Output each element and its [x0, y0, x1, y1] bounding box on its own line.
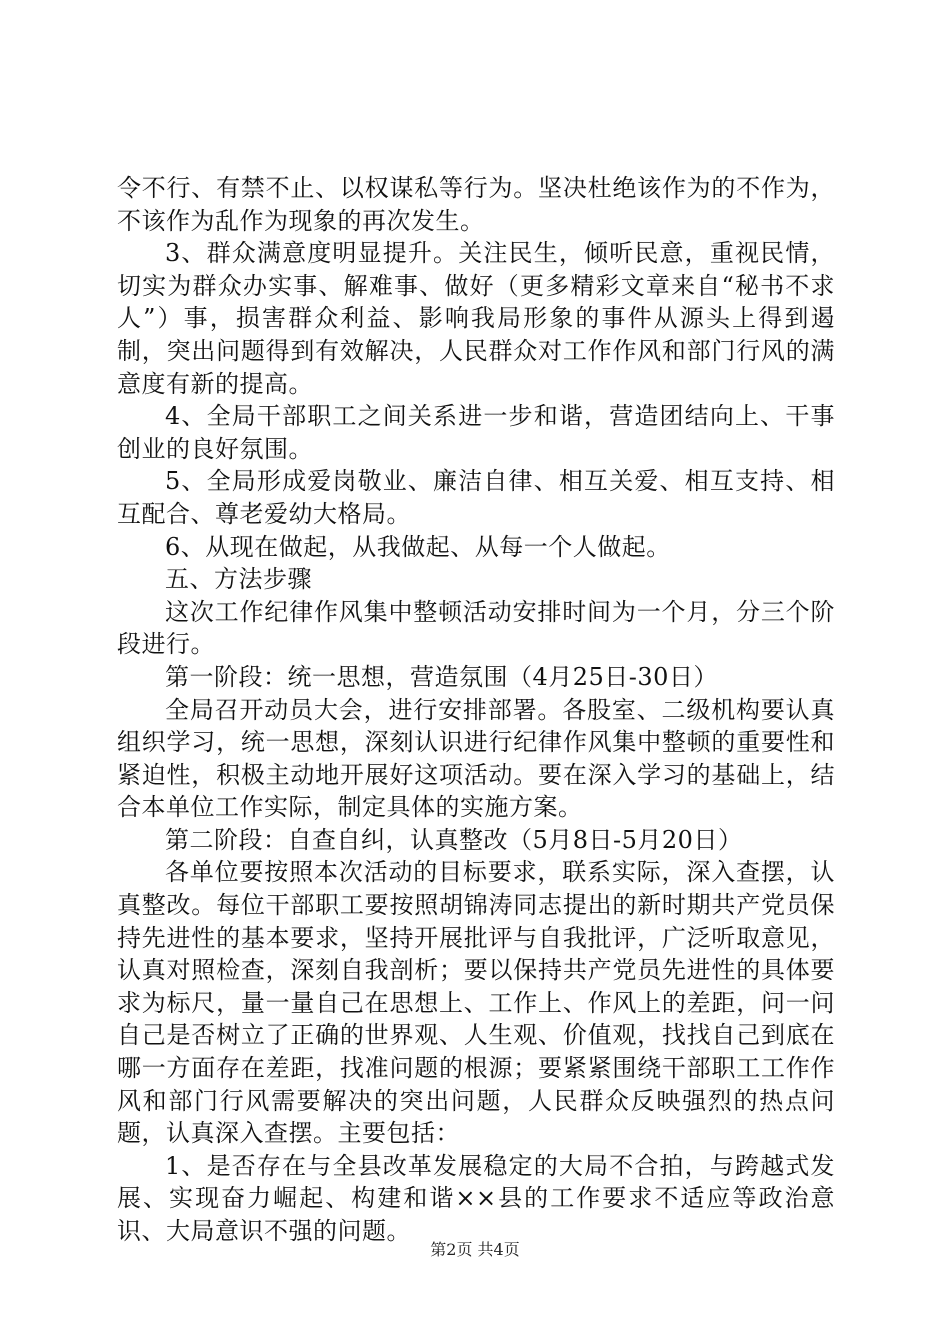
paragraph: 5、全局形成爱岗敬业、廉洁自律、相互关爱、相互支持、相互配合、尊老爱幼大格局。 [117, 467, 835, 528]
document-body [117, 172, 835, 1248]
paragraph: 6、从现在做起，从我做起、从每一个人做起。 [165, 532, 671, 561]
paragraph: 3、群众满意度明显提升。关注民生，倾听民意，重视民情，切实为群众办实事、解难事、做好（更多精彩文章来自“秘书不求人”）事，损害群众利益、影响我局形象的事件从源头上得到遏制，突出问题得到有效解决，人民群众对工作作风和部门行风的满意度有新的提高。 [117, 239, 835, 398]
paragraph: 这次工作纪律作风集中整顿活动安排时间为一个月，分三个阶段进行。 [117, 597, 835, 659]
stage-heading: 第一阶段：统一思想，营造氛围（4月25日-30日） [165, 662, 718, 691]
paragraph: 4、全局干部职工之间关系进一步和谐，营造团结向上、干事创业的良好氛围。 [117, 402, 835, 463]
paragraph: 各单位要按照本次活动的目标要求，联系实际，深入查摆，认真整改。每位干部职工要按照胡锦涛同志提出的新时期共产党员保持先进性的基本要求，坚持开展批评与自我批评，广泛听取意见，认真对照检查，深刻自我剖析；要以保持共产党员先进性的具体要求为标尺，量一量自己在思想上、工作上、作风上的差距，问一问自己是否树立了正确的世界观、人生观、价值观，找找自己到底在哪一方面存在差距，找准问题的根源；要紧紧围绕干部职工工作作风和部门行风需要解决的突出问题，人民群众反映强烈的热点问题，认真深入查摆。主要包括： [117, 858, 835, 1148]
page-number: 第2页 共4页 [430, 1240, 520, 1259]
stage-heading: 第二阶段：自查自纠，认真整改（5月8日-5月20日） [165, 825, 743, 854]
paragraph: 全局召开动员大会，进行安排部署。各股室、二级机构要认真组织学习，统一思想，深刻认识进行纪律作风集中整顿的重要性和紧迫性，积极主动地开展好这项活动。要在深入学习的基础上，结合本单位工作实际，制定具体的实施方案。 [117, 695, 835, 822]
section-heading: 五、方法步骤 [165, 565, 312, 594]
paragraph: 1、是否存在与全县改革发展稳定的大局不合拍，与跨越式发展、实现奋力崛起、构建和谐××县的工作要求不适应等政治意识、大局意识不强的问题。 [117, 1151, 835, 1245]
paragraph: 令不行、有禁不止、以权谋私等行为。坚决杜绝该作为的不作为，不该作为乱作为现象的再次发生。 [117, 174, 835, 235]
